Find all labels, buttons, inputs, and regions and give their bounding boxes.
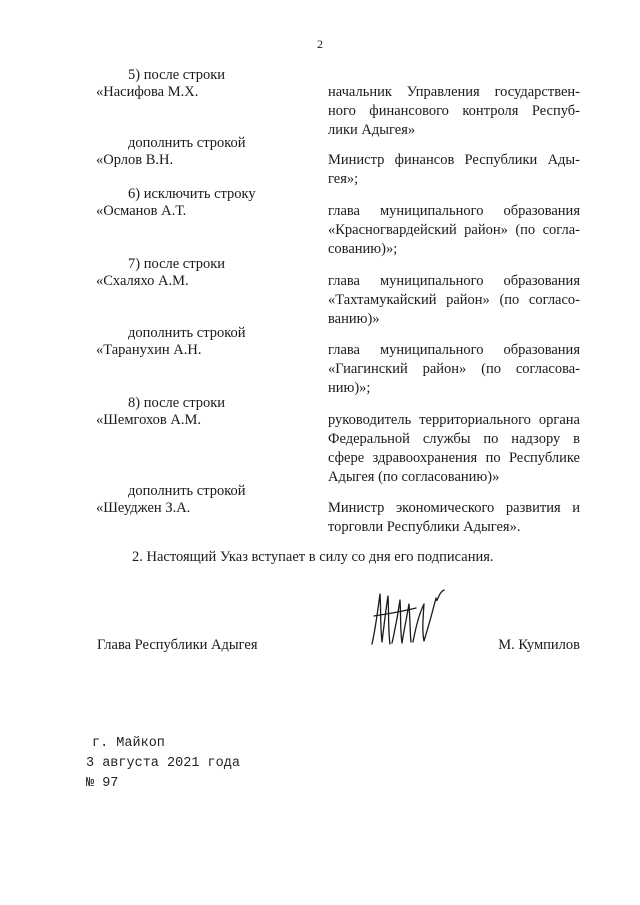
- position-line: ного финансового контроля Респуб-: [328, 103, 580, 119]
- amendment-name: «Шемгохов А.М.: [96, 412, 201, 428]
- position-line: нию)»;: [328, 380, 371, 396]
- position-line: глава муниципального образования: [328, 342, 580, 358]
- position-line: Министр экономического развития и: [328, 500, 580, 516]
- position-line: торговли Республики Адыгея».: [328, 519, 521, 535]
- position-line: глава муниципального образования: [328, 203, 580, 219]
- clause-2: 2. Настоящий Указ вступает в силу со дня его подписания.: [132, 549, 494, 565]
- amendment-position: [328, 341, 580, 398]
- position-line: глава муниципального образования: [328, 273, 580, 289]
- amendment-instruction: 5) после строки: [128, 67, 226, 83]
- amendment-name: «Схаляхо А.М.: [96, 273, 189, 289]
- amendment-instruction: дополнить строкой: [128, 135, 246, 151]
- position-line: Адыгея (по согласованию)»: [328, 469, 500, 485]
- amendment-instruction: дополнить строкой: [128, 325, 246, 341]
- footer-number: № 97: [86, 776, 119, 791]
- position-line: «Красногвардейский район» (по согла-: [328, 222, 580, 238]
- position-line: Федеральной службы по надзору в: [328, 431, 580, 447]
- amendment-position: [328, 151, 580, 189]
- amendment-instruction: дополнить строкой: [128, 483, 246, 499]
- amendment-name: «Шеуджен З.А.: [96, 500, 191, 516]
- position-line: гея»;: [328, 171, 359, 187]
- position-line: ванию)»: [328, 311, 380, 327]
- amendment-name: «Орлов В.Н.: [96, 152, 174, 168]
- position-line: сфере здравоохранения по Республике: [328, 450, 580, 466]
- footer-date: 3 августа 2021 года: [86, 756, 240, 771]
- page-number: 2: [317, 37, 323, 51]
- amendment-instruction: 6) исключить строку: [128, 186, 256, 202]
- signer-title: Глава Республики Адыгея: [97, 637, 258, 653]
- position-line: «Тахтамукайский район» (по согласо-: [328, 292, 580, 308]
- amendment-position: [328, 499, 580, 537]
- amendment-name: «Таранухин А.Н.: [96, 342, 202, 358]
- footer-city: г. Майкоп: [92, 736, 165, 751]
- amendment-instruction: 8) после строки: [128, 395, 226, 411]
- position-line: лики Адыгея»: [328, 122, 416, 138]
- position-line: руководитель территориального органа: [328, 412, 580, 428]
- amendment-name: «Османов А.Т.: [96, 203, 187, 219]
- position-line: сованию)»;: [328, 241, 398, 257]
- amendment-position: [328, 202, 580, 259]
- position-line: начальник Управления государствен-: [328, 84, 580, 100]
- position-line: Министр финансов Республики Ады-: [328, 152, 580, 168]
- document-footer: [86, 734, 240, 794]
- amendment-instruction: 7) после строки: [128, 256, 226, 272]
- position-line: «Гиагинский район» (по согласова-: [328, 361, 580, 377]
- amendment-name: «Насифова М.Х.: [96, 84, 199, 100]
- amendment-position: [328, 272, 580, 329]
- signer-name: М. Кумпилов: [498, 637, 580, 653]
- handwritten-signature: [366, 586, 450, 656]
- amendment-position: [328, 411, 580, 487]
- amendment-position: [328, 83, 580, 140]
